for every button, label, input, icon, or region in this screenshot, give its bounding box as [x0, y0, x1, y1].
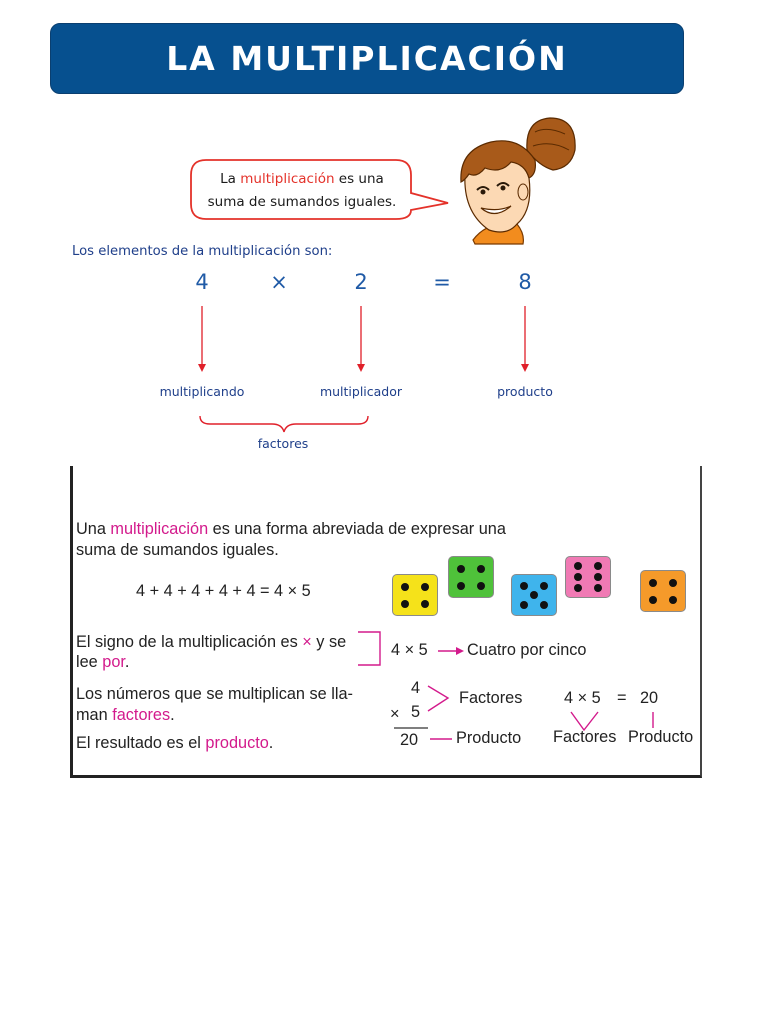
read-expression: 4 × 5: [391, 641, 428, 659]
label-multiplicando: multiplicando: [159, 384, 245, 399]
vertical-result: 20: [400, 731, 419, 749]
vertical-factores-label: Factores: [459, 689, 523, 707]
bubble-text: La multiplicación es una suma de sumandos iguales.: [207, 171, 397, 210]
intro-line-2: suma de sumandos iguales.: [76, 541, 279, 559]
vertical-producto-label: Producto: [456, 729, 522, 747]
result-line: El resultado es el producto.: [76, 734, 274, 752]
label-multiplicador: multiplicador: [319, 384, 403, 399]
intro-line-1: Una multiplicación es una forma abreviada de expresar una: [76, 520, 506, 538]
equation-multiplicand: 4: [195, 270, 209, 294]
equation-equals-sign: =: [433, 270, 451, 294]
vertical-top-factor: 4: [411, 679, 421, 697]
horizontal-equals: =: [617, 689, 627, 707]
read-text: Cuatro por cinco: [467, 641, 587, 659]
horizontal-result: 20: [640, 689, 659, 707]
sign-line-1: El signo de la multiplicación es × y se: [76, 633, 347, 651]
page-title: LA MULTIPLICACIÓN: [166, 39, 568, 78]
label-producto: producto: [497, 384, 553, 399]
read-arrow: [438, 647, 464, 655]
sign-bracket: [358, 632, 380, 665]
equation-times-sign: ×: [270, 270, 288, 294]
elements-heading: Los elementos de la multiplicación son:: [72, 244, 333, 259]
horizontal-expression: 4 × 5: [564, 689, 601, 707]
numbers-line-1: Los números que se multiplican se lla-: [76, 685, 353, 703]
sign-line-2: lee por.: [76, 653, 130, 671]
equation-product: 8: [518, 270, 532, 294]
equation-multiplier: 2: [354, 270, 368, 294]
sum-equation: 4 + 4 + 4 + 4 + 4 = 4 × 5: [136, 582, 311, 600]
factores-chevron-vertical: [428, 686, 448, 711]
label-factores: factores: [257, 436, 309, 451]
horizontal-producto-label: Producto: [628, 728, 694, 746]
horizontal-factores-label: Factores: [553, 728, 617, 746]
numbers-line-2: man factores.: [76, 706, 175, 724]
vertical-times-sign: ×: [390, 705, 400, 723]
vertical-bottom-factor: 5: [411, 703, 421, 721]
